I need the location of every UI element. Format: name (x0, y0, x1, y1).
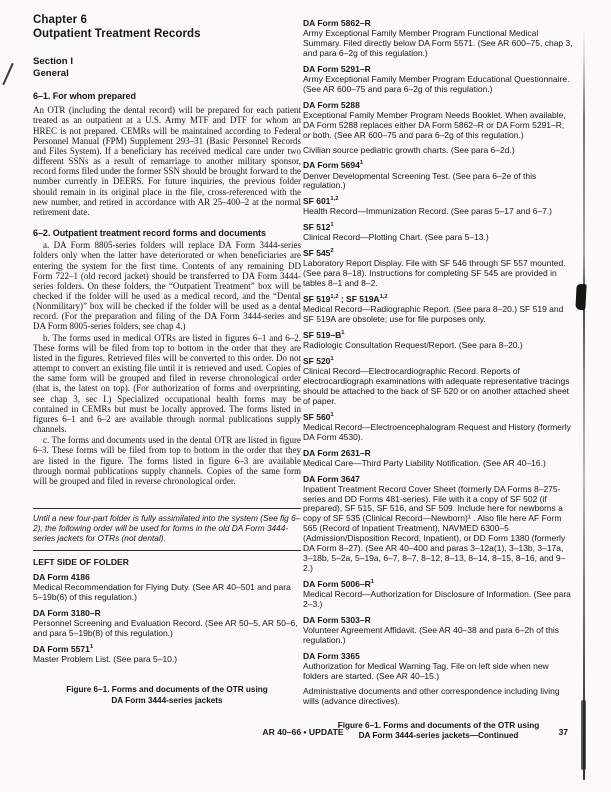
page-footer (33, 727, 573, 741)
form-entry-title: SF $519-B^1$ (303, 330, 345, 340)
figure-caption-right: Figure 6–1. Forms and documents of the OTR using DA Form 3444-series jackets—Continued (337, 720, 540, 741)
footnote-ref: 1 (330, 356, 334, 363)
form-entry (303, 196, 574, 217)
form-entry-title: DA Form 4186 (33, 572, 90, 583)
scan-streak-bottom-artifact (581, 700, 586, 770)
footnote-ref: 1 (370, 579, 374, 586)
footnote-ref: 1 (330, 411, 334, 418)
form-entry-desc: Inpatient Treatment Record Cover Sheet (formerly DA Forms 8–275-series and DD Forms 481-series). File with it a copy of SF 502 (if prepared), SF 515, SF 516, and SF 509. Include here for newborns a copy of SF 535 (Clinical Record—Newborn)¹ . Also file here AF Form 565 (Record of Inpatient Treatment), NAVMED 6300–5 (Admission/Disposition Record, Inpatient), or DD Form 1380 (formerly DA Form 8–27). (See AR 40–400 and paras 3–12a(1), 3–13b, 3–17a, 3–18b, 5–2a, 5–19a, 6–7, 8–7, 8–12, 8–13, 8–14, 8–15, 8–16, and 9–2.) (303, 483, 566, 574)
form-entry (303, 651, 574, 682)
form-entry-desc: Clinical Record—Plotting Chart. (See para 5–13.) (303, 232, 489, 243)
form-entry-title: SF $520^1$ (303, 355, 334, 366)
figure-top-rule (33, 508, 301, 509)
form-entry-title: SF 601$^{1,2}$ (303, 196, 339, 207)
form-entry-title: DA Form 5862–R (303, 18, 371, 28)
form-entry-desc: Master Problem List. (See para 5–10.) (33, 653, 178, 664)
footnote-ref: 1 (330, 222, 334, 229)
section-heading (33, 56, 301, 80)
chapter-heading (33, 13, 301, 41)
form-entry (303, 222, 574, 243)
form-entry (33, 572, 301, 603)
form-entry-desc: Clinical Record—Electrocardiographic Record. Reports of electrocardiograph examinations with adequate representative tracings should be attached to the back of SF 520 or on another attached sheet of paper. (303, 365, 570, 406)
figure-divider-rule (33, 550, 301, 551)
form-entry-title: SF 519$^{1,2}$ ; SF $519A^{1,2}$ (303, 294, 388, 305)
form-entry (303, 294, 574, 325)
form-entry-desc: Medical Recommendation for Flying Duty. (See AR 40–501 and para 5–19b(6) of this regulation.) (33, 582, 291, 603)
form-entry-title: SF $560^1$ (303, 411, 334, 422)
form-entry (303, 248, 574, 289)
right-column (303, 13, 574, 742)
pen-mark-artifact (2, 63, 13, 86)
left-figure-entries (33, 572, 301, 665)
form-entry-desc: Health Record—Immunization Record. (See paras 5–17 and 6–7.) (303, 206, 552, 217)
left-column (33, 13, 301, 706)
form-entry-title: DA Form 3647 (303, 473, 360, 484)
form-entry-title: DA Form 5571$^1$ (33, 643, 94, 654)
footnote-ref: 1,2 (330, 196, 339, 203)
form-entry-title: DA Form 3180–R (33, 608, 101, 619)
form-entry (303, 100, 574, 141)
form-entry-desc: Medical Record—Authorization for Disclosure of Information. (See para 2–3.) (303, 589, 571, 609)
scan-streak-artifact (583, 28, 585, 780)
figure-6-1-left-block (33, 508, 301, 665)
form-entry (33, 644, 301, 665)
form-entry (303, 64, 574, 95)
form-entry (303, 160, 574, 191)
left-side-of-folder-header: LEFT SIDE OF FOLDER (33, 556, 129, 567)
chapter-title: Outpatient Treatment Records (33, 28, 201, 41)
form-entry-desc: Exceptional Family Member Program Needs Booklet. When available, DA Form 5288 replaces either DA Form 5862–R or DA Form 5291–R, or both. (See AR 600–75 and para 6–2g of this regulation.) (303, 109, 566, 140)
form-entry-title: DA Form 5288 (303, 99, 360, 110)
form-entry-desc: Personnel Screening and Evaluation Record. (See AR 50–5, AR 50–6, and para 5–19b(8) of this regulation.) (33, 618, 298, 638)
form-entry-desc: Administrative documents and other correspondence including living wills (advance directives). (303, 685, 560, 706)
form-entry-title: SF $545^2$ (303, 248, 334, 259)
form-entry (303, 474, 574, 574)
form-entry-title: DA Form 5291–R (303, 63, 371, 74)
footnote-ref: 1 (341, 330, 345, 337)
paragraph-6-2a-text: a. DA Form 8805-series folders will replace DA Form 3444-series folders only when the latter have deteriorated or when beneficiaries are entering the system for the first time. Contents of any remaining DD Form 722–1 (old record jacket) should be transferred to DA Form 3444-series folders. On these folders, the “Outpatient Treatment” box will be checked if the folder will be used as a medical record, and the “Dental (Nonmilitary)” box will be checked if the folder will be used as a dental record. (For the preparation and filing of the DA Form 3444-series and DA Form 8005-series folders, see chap 4.) (33, 240, 301, 332)
form-entry-title: DA Form 5303–R (303, 614, 371, 625)
footer-page-number: 37 (558, 727, 568, 737)
form-entry-title: SF $512^1$ (303, 222, 334, 233)
form-entry-desc: Medical Record—Electroencephalogram Request and History (formerly DA Form 4530). (303, 421, 571, 442)
form-entry (303, 330, 574, 351)
paragraph-heading-6-2: 6–2. Outpatient treatment record forms and documents (33, 227, 266, 238)
form-entry-desc: Volunteer Agreement Affidavit. (See AR 40–38 and para 6–2h of this regulation.) (303, 624, 559, 645)
section-label: Section I (33, 56, 73, 68)
footnote-ref: 1,2 (379, 294, 388, 301)
figure-caption-left: Figure 6–1. Forms and documents of the OTR using DA Form 3444-series jackets (66, 684, 268, 705)
form-entry-title: DA Form 2631–R (303, 447, 371, 458)
footnote-ref: 2 (330, 248, 334, 255)
scan-blob-artifact (575, 284, 586, 310)
form-entry-title: DA Form 3365 (303, 650, 360, 661)
form-entry-desc: Denver Developmental Screening Test. (See para 6–2e of this regulation.) (303, 170, 537, 191)
paragraph-6-1-text: An OTR (including the dental record) will be prepared for each patient treated as an outpatient at a U.S. Army MTF and DTF for whom an HREC is not prepared. CEMRs will be maintained according to Federal Personnel Manual (FPM) Supplement 293–31 (Basic Personnel Records and Files System). If a beneficiary has received medical care under two different SSNs as a result of remarriage to another military sponsor, record forms filed under the former SSN should be brought forward to the number currently in DEERS. For future inquiries, the previous folder should remain in its original place in the file, cross-referenced with the new number, and retired in accordance with AR 25–400–2 at the normal retirement date. (33, 105, 301, 217)
form-entry (303, 448, 574, 469)
form-entry (303, 412, 574, 443)
form-entry-desc: Civilian source pediatric growth charts. (See para 6–2d.) (303, 144, 515, 155)
form-entry-desc: Radiologic Consultation Request/Report. (See para 8–20.) (303, 340, 523, 351)
form-entry (303, 18, 574, 59)
form-entry-desc: Medical Care—Third Party Liability Notification. (See AR 40–16.) (303, 457, 546, 468)
form-entry-desc: Army Exceptional Family Member Program Functional Medical Summary. Filed directly below DA Form 5571. (See AR 600–75, chap 3, and para 6–2g of this regulation.) (303, 28, 573, 58)
paragraph-6-2b-text: b. The forms used in medical OTRs are listed in figures 6–1 and 6–2. These forms will be filed from top to bottom in the order that they are listed in the figures. Retrieved files will be converted to this order. Do not attempt to convert an existing file until it is retrieved and used. Copies of the same form will be grouped and filed in reverse chronological order (that is, the latest on top). (For authorization of forms and overprinting, see chap 3, sec I.) Specialized occupational health forms may be contained in CEMRs but must be locally approved. The forms listed in figures 6–1 and 6–2 are available through normal publications supply channels. (33, 332, 301, 435)
form-entry (303, 146, 574, 156)
form-entry-desc: Laboratory Report Display. File with SF 546 through SF 557 mounted. (See para 8–18). Instructions for completing SF 545 are provided in tables 8–1 and 8–2. (303, 258, 566, 289)
figure-note: Until a new four-part folder is fully assimilated into the system (See fig 6–2), the following order will be used for forms in the old DA Form 3444-series jackets for OTRs (not dental). (33, 512, 301, 543)
form-entry-desc: Medical Record—Radiographic Report. (See para 8–20.) SF 519 and SF 519A are obsolete; use for file purposes only. (303, 304, 564, 325)
form-entry-desc: Army Exceptional Family Member Program Educational Questionnaire. (See AR 600–75 and para 6–2g of this regulation.) (303, 73, 570, 94)
form-entry-title: DA Form $5006-R^1$ (303, 579, 374, 590)
form-entry (33, 608, 301, 639)
footnote-ref: 1,2 (330, 294, 339, 301)
paragraph-6-2c-text: c. The forms and documents used in the dental OTR are listed in figure 6–3. These forms will be filed from top to bottom in the order that they are listed in the figure. The forms listed in figure 6–3 are available through normal publications supply channels. Copies of the same form will be grouped and filed in reverse chronological order. (33, 435, 301, 486)
footer-regulation-id: AR 40–66 • UPDATE (262, 727, 344, 737)
paragraph-heading-6-1: 6–1. For whom prepared (33, 91, 136, 101)
footnote-ref: 1 (89, 644, 94, 651)
form-entry-desc: Authorization for Medical Warning Tag. File on left side when new folders are started. (See AR 40–15.) (303, 660, 549, 681)
form-entry-title: DA Form 5694$^1$ (303, 160, 364, 171)
form-entry (303, 579, 574, 610)
section-name: General (33, 68, 69, 80)
form-entry (303, 615, 574, 646)
right-figure-entries (303, 18, 574, 707)
form-entry (303, 356, 574, 407)
form-entry (303, 687, 574, 707)
chapter-number: Chapter 6 (33, 14, 87, 26)
footnote-ref: 1 (359, 160, 364, 167)
